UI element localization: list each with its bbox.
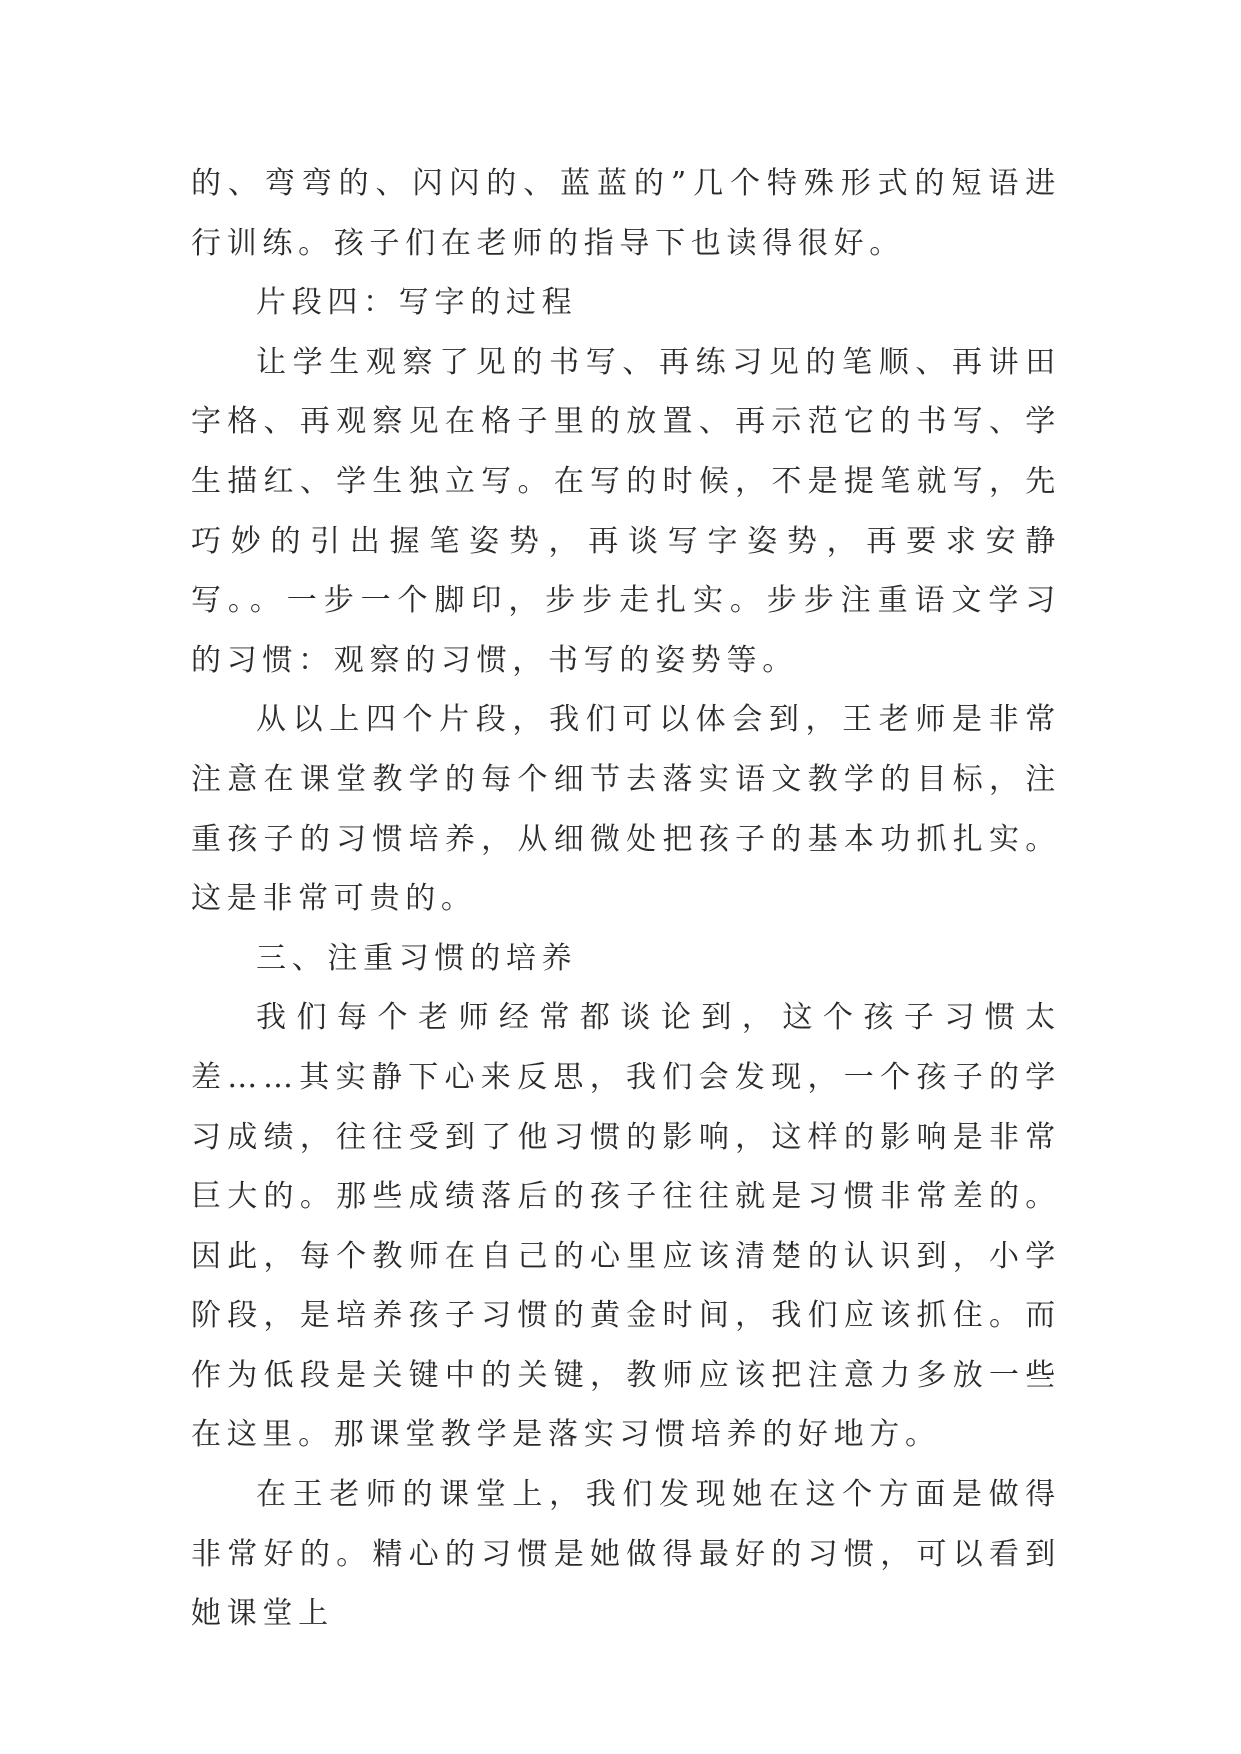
section-heading-fragment-four: 片段四：写字的过程 [256,285,578,321]
paragraph-continuation: 的、弯弯的、闪闪的、蓝蓝的”几个特殊形式的短语进行训练。孩子们在老师的指导下也读得很好。 [191,166,1061,261]
section-heading-habits: 三、注重习惯的培养 [256,940,578,976]
paragraph-classroom-observation: 在王老师的课堂上，我们发现她在这个方面是做得非常好的。精心的习惯是她做得最好的习惯，可以看到她课堂上 [191,1477,1061,1632]
paragraph-writing-process: 让学生观察了见的书写、再练习见的笔顺、再讲田字格、再观察见在格子里的放置、再示范它的书写、学生描红、学生独立写。在写的时候，不是提笔就写，先巧妙的引出握笔姿势，再谈写字姿势，再要求安静写。。一步一个脚印，步步走扎实。步步注重语文学习的习惯：观察的习惯，书写的姿势等。 [191,344,1061,678]
paragraph-summary: 从以上四个片段，我们可以体会到，王老师是非常注意在课堂教学的每个细节去落实语文教学的目标，注重孩子的习惯培养，从细微处把孩子的基本功抓扎实。这是非常可贵的。 [191,702,1061,917]
document-body [191,154,1061,1644]
paragraph-habits-reflection: 我们每个老师经常都谈论到，这个孩子习惯太差……其实静下心来反思，我们会发现，一个孩子的学习成绩，往往受到了他习惯的影响，这样的影响是非常巨大的。那些成绩落后的孩子往往就是习惯非常差的。因此，每个教师在自己的心里应该清楚的认识到，小学阶段，是培养孩子习惯的黄金时间，我们应该抓住。而作为低段是关键中的关键，教师应该把注意力多放一些在这里。那课堂教学是落实习惯培养的好地方。 [191,1000,1061,1453]
